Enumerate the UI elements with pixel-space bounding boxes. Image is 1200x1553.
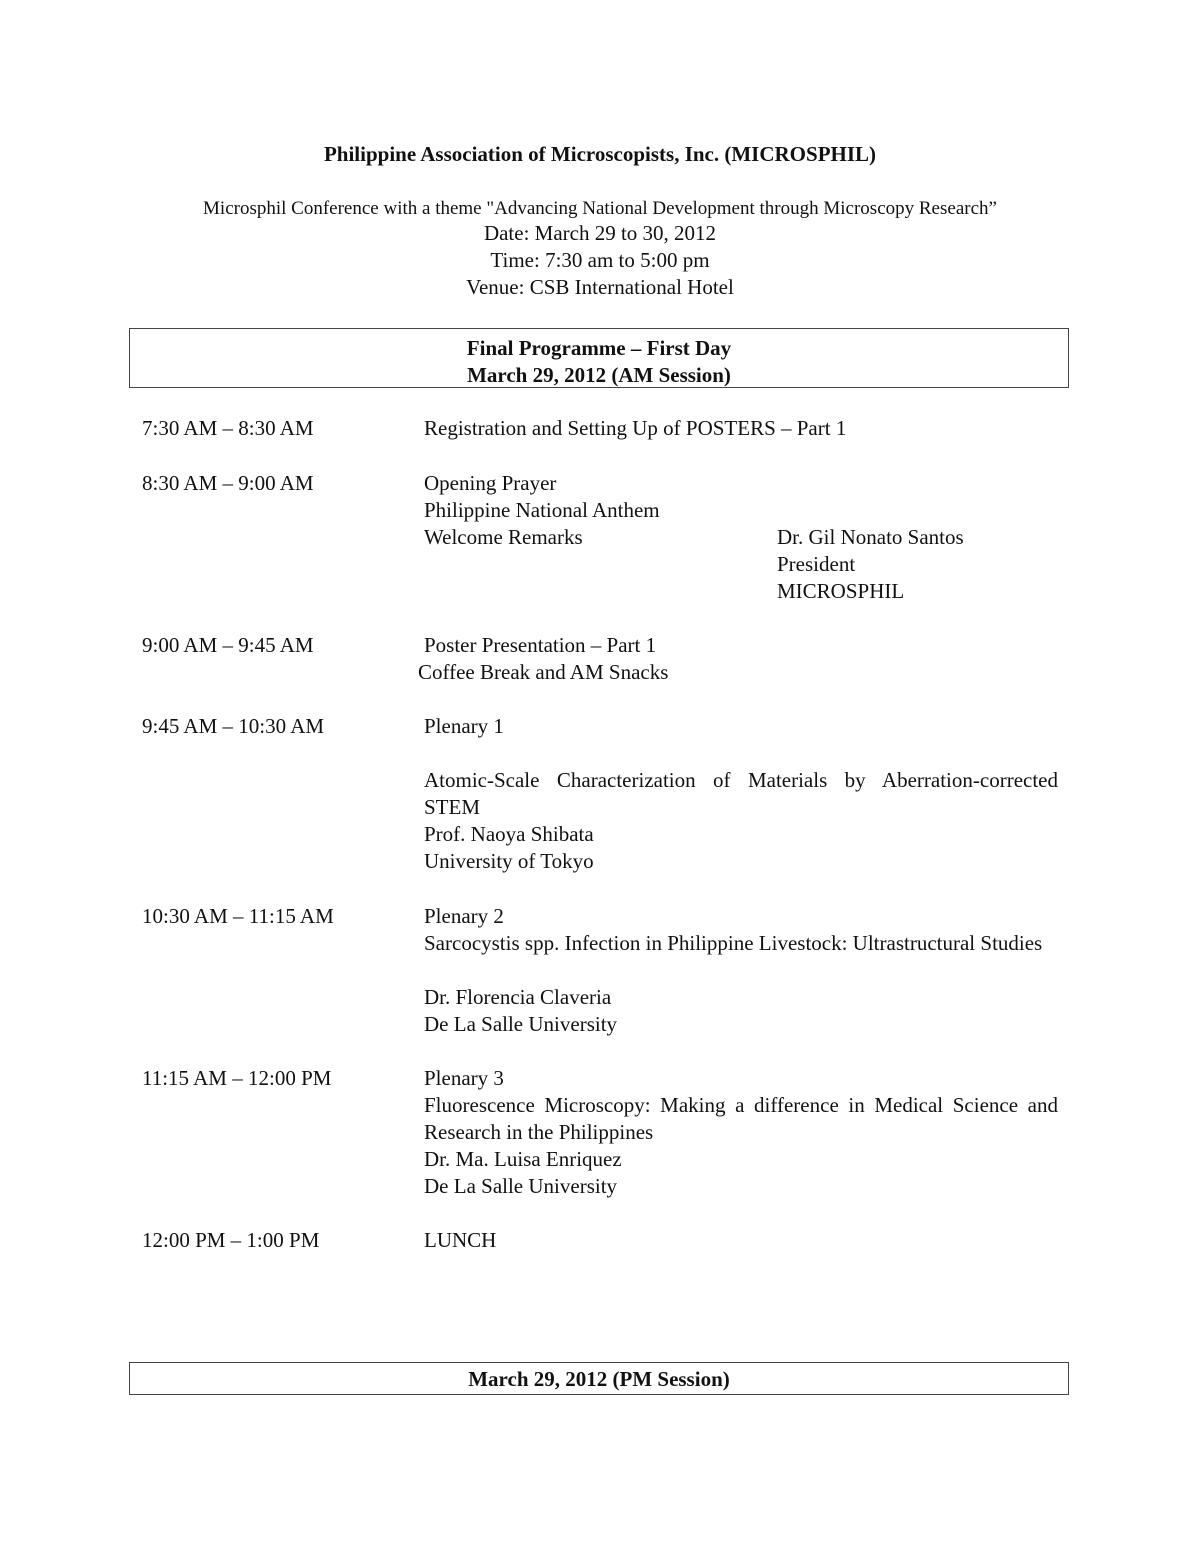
conference-time: Time: 7:30 am to 5:00 pm [490,248,710,272]
speaker-title: President [777,552,856,576]
schedule-time: 9:45 AM – 10:30 AM [142,714,325,738]
presenter-name: Prof. Naoya Shibata [424,822,594,846]
schedule-item: Registration and Setting Up of POSTERS – Part 1 [424,416,847,440]
plenary-label: Plenary 1 [424,714,504,738]
talk-title: Fluorescence Microscopy: Making a difference in Medical Science and Research in the Philippines [424,1093,1058,1144]
schedule-item: Poster Presentation – Part 1 [424,633,657,657]
schedule-time: 11:15 AM – 12:00 PM [142,1066,332,1090]
schedule-item: LUNCH [424,1228,497,1252]
schedule-time: 10:30 AM – 11:15 AM [142,904,334,928]
presenter-affiliation: University of Tokyo [424,849,594,873]
conference-theme: Microsphil Conference with a theme "Advancing National Development through Microscopy Research” [203,198,997,219]
schedule-item: Coffee Break and AM Snacks [418,660,669,684]
presenter-name: Dr. Florencia Claveria [424,985,612,1009]
am-session-subtitle: March 29, 2012 (AM Session) [467,363,731,387]
pm-session-title: March 29, 2012 (PM Session) [468,1367,730,1391]
schedule-time: 12:00 PM – 1:00 PM [142,1228,320,1252]
conference-venue: Venue: CSB International Hotel [466,275,734,299]
am-session-header-box [129,328,1069,388]
presenter-affiliation: De La Salle University [424,1012,618,1036]
talk-title: Sarcocystis spp. Infection in Philippine Livestock: Ultrastructural Studies [424,931,1043,955]
presenter-name: Dr. Ma. Luisa Enriquez [424,1147,622,1171]
organization-title: Philippine Association of Microscopists, Inc. (MICROSPHIL) [323,142,877,166]
programme-title: Final Programme – First Day [466,336,732,360]
talk-title: Atomic-Scale Characterization of Materials by Aberration-corrected STEM [424,768,1058,819]
speaker-organization: MICROSPHIL [777,579,905,603]
pm-session-header-box [129,1362,1069,1395]
schedule-time: 9:00 AM – 9:45 AM [142,633,314,657]
schedule-item: Philippine National Anthem [424,498,660,522]
plenary-label: Plenary 2 [424,904,504,928]
schedule-item: Opening Prayer [424,471,557,495]
schedule-item: Welcome Remarks [424,525,583,549]
speaker-name: Dr. Gil Nonato Santos [777,525,964,549]
schedule-time: 8:30 AM – 9:00 AM [142,471,314,495]
presenter-affiliation: De La Salle University [424,1174,618,1198]
schedule-time: 7:30 AM – 8:30 AM [142,416,314,440]
conference-date: Date: March 29 to 30, 2012 [483,221,717,245]
plenary-label: Plenary 3 [424,1066,504,1090]
